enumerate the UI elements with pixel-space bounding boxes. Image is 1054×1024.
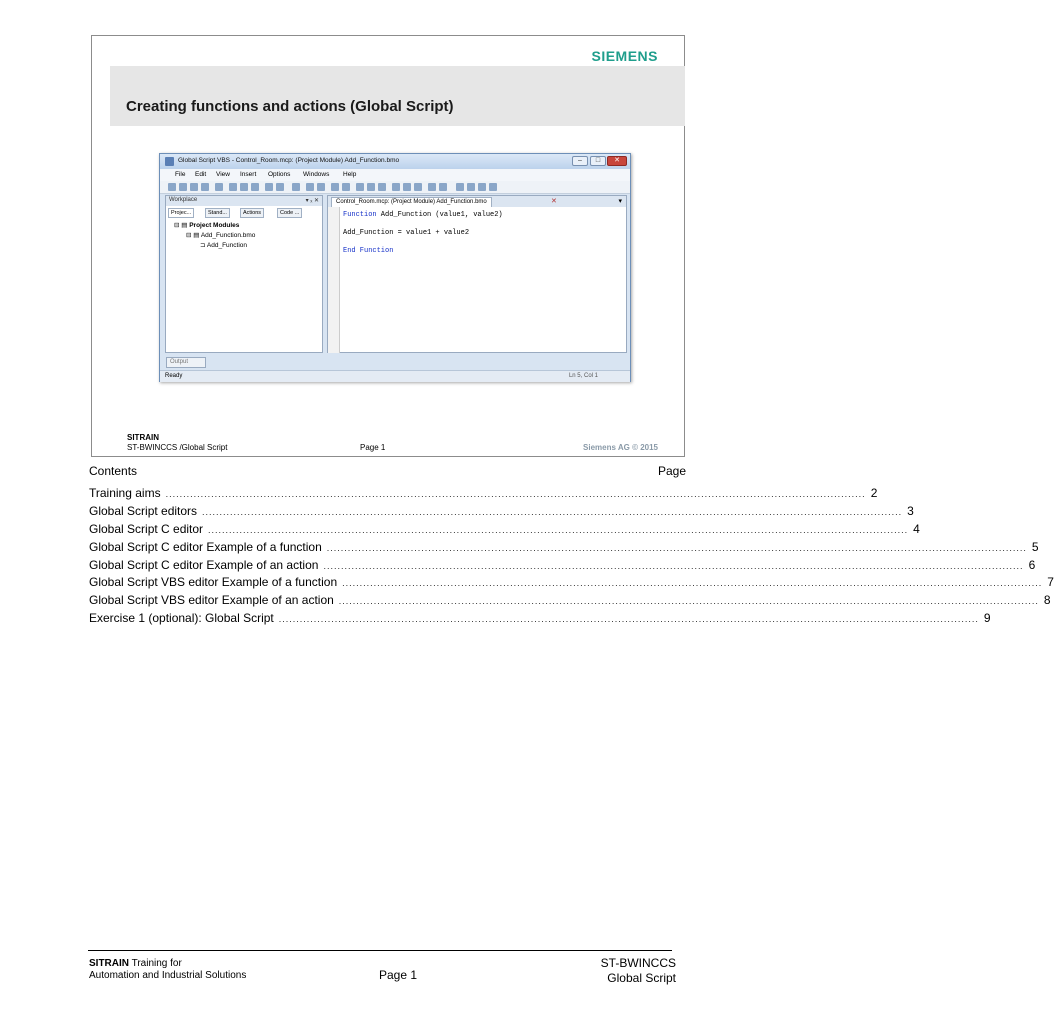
new-icon[interactable] <box>168 183 176 191</box>
toc-row <box>89 575 1054 593</box>
open-icon[interactable] <box>179 183 187 191</box>
outdent-icon[interactable] <box>317 183 325 191</box>
tab-code[interactable]: Code ... <box>277 208 302 218</box>
properties-icon[interactable] <box>439 183 447 191</box>
footer-rule <box>88 950 672 951</box>
trigger-icon[interactable] <box>428 183 436 191</box>
toc-page-number: 7 <box>1047 575 1054 590</box>
output-tab[interactable]: Output <box>166 357 206 368</box>
app-icon <box>165 157 174 166</box>
contents-header <box>89 464 686 480</box>
workplace-header <box>166 196 322 206</box>
menu-edit[interactable]: Edit <box>195 171 207 178</box>
compile-icon[interactable] <box>392 183 400 191</box>
code-editor[interactable]: Function Add_Function (value1, value2) Add_Function = value1 + value2 End Function <box>343 211 503 255</box>
menu-bar <box>160 169 630 181</box>
toc-leader: ........................................................................................................................................................................................................ <box>323 560 1024 571</box>
toc-label: Global Script VBS editor Example of an action <box>89 593 334 608</box>
info-icon[interactable] <box>414 183 422 191</box>
menu-options[interactable]: Options <box>268 171 291 178</box>
toc-leader: ........................................................................................................................................................................................................ <box>208 524 909 535</box>
slide-frame <box>91 35 685 457</box>
maximize-icon[interactable]: □ <box>590 156 606 166</box>
document-list-icon[interactable]: ▾ <box>618 198 622 205</box>
toc-row <box>89 486 878 504</box>
help-icon[interactable] <box>292 183 300 191</box>
menu-insert[interactable]: Insert <box>240 171 257 178</box>
toc-row <box>89 557 1036 576</box>
footer-course-title: Global Script <box>607 971 676 985</box>
title-band <box>110 66 685 126</box>
slide-footer-copyright: Siemens AG © 2015 <box>583 443 658 452</box>
table-of-contents <box>89 486 1054 629</box>
toc-label: Training aims <box>89 486 161 500</box>
window-title: Global Script VBS - Control_Room.mcp: (Project Module) Add_Function.bmo <box>178 157 400 164</box>
siemens-logo: SIEMENS <box>591 48 658 64</box>
toc-page-number: 9 <box>983 611 991 626</box>
close-icon[interactable]: ✕ <box>607 156 627 166</box>
status-bar <box>160 370 630 382</box>
output-window-icon[interactable] <box>467 183 475 191</box>
save-icon[interactable] <box>190 183 198 191</box>
status-text: Ready <box>165 373 183 379</box>
workplace-controls[interactable]: ▾ ₓ ✕ <box>305 198 319 204</box>
toc-label: Global Script C editor Example of a function <box>89 539 322 554</box>
toc-label: Global Script C editor <box>89 521 204 536</box>
contents-heading: Contents <box>89 464 138 478</box>
comment-icon[interactable] <box>331 183 339 191</box>
slide-footer-course: ST-BWINCCS /Global Script <box>127 443 228 452</box>
editor-pane <box>327 195 627 353</box>
toc-label: Global Script VBS editor Example of a function <box>89 575 338 590</box>
window-titlebar <box>160 154 630 169</box>
toc-page-number: 2 <box>870 486 878 500</box>
toc-page-number: 3 <box>907 503 914 518</box>
print-icon[interactable] <box>215 183 223 191</box>
minimize-icon[interactable]: – <box>572 156 588 166</box>
workplace-icon[interactable] <box>478 183 486 191</box>
toc-leader: ........................................................................................................................................................................................................ <box>338 596 1039 607</box>
font-color-icon[interactable] <box>378 183 386 191</box>
toc-row <box>89 593 1051 611</box>
window-layout-icon[interactable] <box>456 183 464 191</box>
toc-page-number: 6 <box>1028 557 1036 572</box>
tree-item-project-modules[interactable]: ⊟ ▤ Project Modules <box>174 222 240 229</box>
toc-row <box>89 611 991 629</box>
page-heading: Page <box>657 464 686 478</box>
toolbar <box>160 181 630 194</box>
uncomment-icon[interactable] <box>342 183 350 191</box>
workplace-label: Workplace <box>169 197 198 203</box>
redo-icon[interactable] <box>276 183 284 191</box>
footer-page-number: Page 1 <box>379 968 418 982</box>
editor-gutter <box>328 207 340 353</box>
slide-footer-page: Page 1 <box>360 443 386 452</box>
cursor-position: Ln 5, Col 1 <box>568 373 598 379</box>
toc-leader: ........................................................................................................................................................................................................ <box>202 506 903 517</box>
app-window <box>159 153 631 382</box>
document-tab[interactable]: Control_Room.mcp: (Project Module) Add_Function.bmo <box>331 197 492 207</box>
toc-row <box>89 539 1039 558</box>
slide-footer-brand: SITRAIN <box>127 433 159 442</box>
toc-page-number: 4 <box>913 521 920 536</box>
indent-icon[interactable] <box>306 183 314 191</box>
toc-label: Exercise 1 (optional): Global Script <box>89 611 274 626</box>
tree-item-function[interactable]: ⊐ Add_Function <box>200 242 248 249</box>
project-tree <box>174 221 255 251</box>
tree-item-module-file[interactable]: ⊟ ▤ Add_Function.bmo <box>186 232 256 239</box>
font-size-icon[interactable] <box>367 183 375 191</box>
toc-row <box>89 521 920 540</box>
toc-page-number: 8 <box>1043 593 1051 608</box>
workplace-pane <box>165 195 323 353</box>
menu-file[interactable]: File <box>175 171 186 178</box>
cut-icon[interactable] <box>229 183 237 191</box>
font-icon[interactable] <box>356 183 364 191</box>
footer-brand-line: SITRAIN Training for <box>89 958 182 969</box>
menu-help[interactable]: Help <box>343 171 357 178</box>
menu-view[interactable]: View <box>216 171 230 178</box>
close-document-icon[interactable]: ✕ <box>551 198 557 205</box>
syntax-check-icon[interactable] <box>403 183 411 191</box>
footer-course-code: ST-BWINCCS <box>600 956 676 970</box>
toc-row <box>89 503 914 522</box>
document-tab-bar <box>328 196 626 207</box>
copy-icon[interactable] <box>240 183 248 191</box>
toc-label: Global Script editors <box>89 503 198 518</box>
toc-leader: ........................................................................................................................................................................................................ <box>326 542 1027 553</box>
menu-windows[interactable]: Windows <box>303 171 330 178</box>
toolbar-options-icon[interactable] <box>489 183 497 191</box>
undo-icon[interactable] <box>265 183 273 191</box>
toc-label: Global Script C editor Example of an action <box>89 557 319 572</box>
slide-title: Creating functions and actions (Global Script) <box>126 98 454 115</box>
toc-leader: ........................................................................................................................................................................................................ <box>165 489 866 499</box>
toc-page-number: 5 <box>1031 539 1039 554</box>
paste-icon[interactable] <box>251 183 259 191</box>
tab-standard[interactable]: Stand... <box>205 208 230 218</box>
toc-leader: ........................................................................................................................................................................................................ <box>278 614 979 625</box>
tab-actions[interactable]: Actions <box>240 208 264 218</box>
footer-tagline: Automation and Industrial Solutions <box>89 970 247 981</box>
save-all-icon[interactable] <box>201 183 209 191</box>
toc-leader: ........................................................................................................................................................................................................ <box>342 578 1043 589</box>
tab-project[interactable]: Projec... <box>168 208 194 218</box>
